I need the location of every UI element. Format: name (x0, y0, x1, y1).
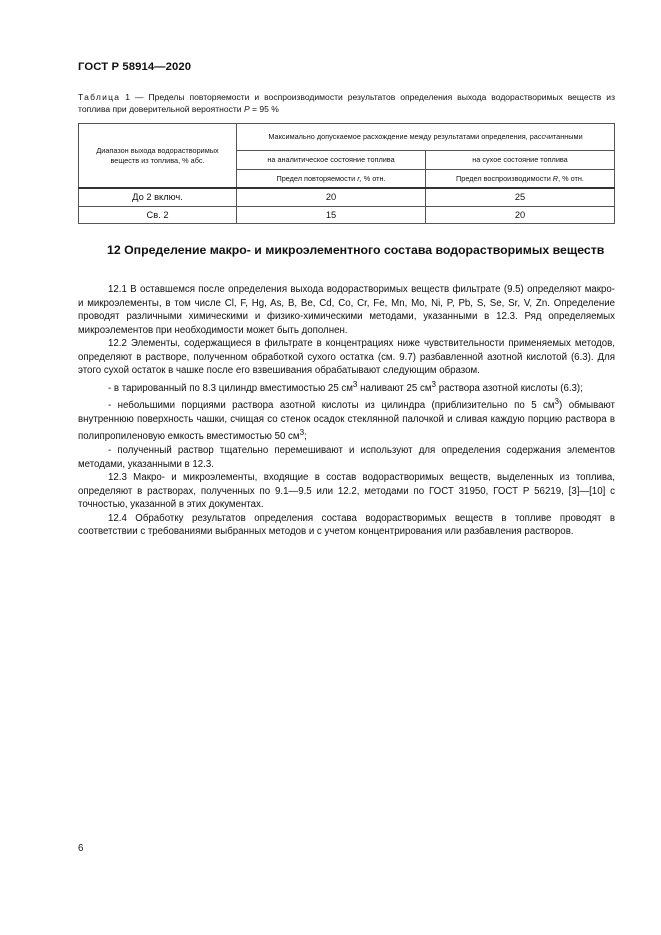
precision-limits-table (78, 123, 615, 224)
reproducibility-label: Предел воспроизводимости (456, 173, 553, 183)
reproducibility-unit: , % отн. (558, 173, 584, 183)
paragraph-step-3: - полученный раствор тщательно перемешивают и используют для определения содержания элементов методами, указанными в 12.3. (78, 445, 615, 470)
paragraph-12-2: 12.2 Элементы, содержащиеся в фильтрате в концентрациях ниже чувствительности применяемых методов, определяют в растворе, полученном обработкой сухого остатка (см. 9.7) разбавленной азотной кислотой (6.3). Для этого сухой остаток в чашке после его взвешивания обрабатывают следующим образом. (78, 338, 615, 376)
step-1-text-c: раствора азотной кислоты (6.3); (436, 382, 583, 394)
step-2-text-a: - небольшими порциями раствора азотной кислоты из цилиндра (приблизительно по 5 см (108, 400, 555, 412)
table-row (79, 206, 615, 224)
repeatability-label: Предел повторяемости (276, 173, 358, 183)
paragraph-12-1: 12.1 В оставшемся после определения выхода водорастворимых веществ фильтрате (9.5) определяют макро- и микроэлементы, в том числе Cl, F, Hg, As, B, Be, Cd, Co, Cr, Fe, Mn, Mo, Ni, P, Pb, S, Se, Sr, V, Zn. Определение проводят различными химическими и физико-химическими методами, указанными в 12.3. Ряд определяемых микроэлементов при необходимости может быть дополнен. (78, 284, 615, 336)
col-range-header: Диапазон выхода водорастворимых веществ из топлива, % абс. (79, 124, 237, 189)
repeatability-cell: 20 (237, 188, 426, 206)
body-text (78, 283, 615, 539)
col-analytical-header: на аналитическое состояние топлива (237, 151, 426, 170)
paragraph-step-1 (78, 378, 615, 396)
probability-symbol: P (243, 103, 250, 114)
table-caption-text: — Пределы повторяемости и воспроизводимости результатов определения выхода водорастворимых веществ из топлива при доверительной вероятности (78, 92, 616, 114)
paragraph-12-4: 12.4 Обработку результатов определения состава водорастворимых веществ в топливе проводят в соответствии с требованиями выбранных методов и с учетом концентрирования или разбавления растворов. (78, 512, 615, 538)
col-repeatability-header (237, 169, 426, 188)
paragraph-12-3: 12.3 Макро- и микроэлементы, входящие в состав водорастворимых веществ, выделенных из топлива, определяют в растворах, полученных по 9.1—9.5 или 12.2, методами по ГОСТ 31950, ГОСТ Р 56219, [3]—[10] с точностью, указанной в этих документах. (78, 472, 615, 511)
repeatability-unit: , % отн. (359, 173, 386, 183)
step-2-text-c: ; (304, 431, 307, 443)
reproducibility-symbol: R (552, 173, 559, 183)
step-1-text-a: - в тарированный по 8.3 цилиндр вместимостью 25 см (108, 382, 353, 394)
page-number: 6 (78, 843, 84, 854)
superscript: 3 (554, 397, 560, 407)
reproducibility-cell: 20 (426, 206, 615, 224)
table-caption-value: = 95 % (249, 103, 279, 114)
repeatability-cell: 15 (237, 206, 426, 224)
col-reproducibility-header (426, 169, 615, 188)
superscript: 3 (431, 379, 436, 389)
repeatability-symbol: r (357, 173, 360, 183)
step-1-text-b: наливают 25 см (357, 382, 432, 394)
col-dry-header: на сухое состояние топлива (426, 151, 615, 170)
range-cell: До 2 включ. (79, 188, 237, 206)
table-caption (78, 92, 615, 115)
section-heading: 12 Определение макро- и микроэлементного состава водорастворимых веществ (107, 243, 605, 257)
table-caption-number: 1 (125, 92, 130, 102)
paragraph-step-2 (78, 395, 615, 444)
step-2-text-b: ) обмывают внутреннюю поверхность чашки, счищая со стенок осадок стеклянной палочкой и сливая каждую порцию раствора в полипропиленовую емкость вместимостью 50 см (78, 400, 615, 443)
superscript: 3 (299, 428, 305, 438)
reproducibility-cell: 25 (426, 188, 615, 206)
col-group-header: Максимально допускаемое расхождение между результатами определения, рассчитанными (237, 124, 615, 151)
range-cell: Св. 2 (79, 206, 237, 224)
table-caption-label: Таблица (78, 92, 121, 102)
document-header: ГОСТ Р 58914—2020 (78, 61, 192, 73)
table-row (79, 188, 615, 206)
superscript: 3 (352, 379, 358, 389)
